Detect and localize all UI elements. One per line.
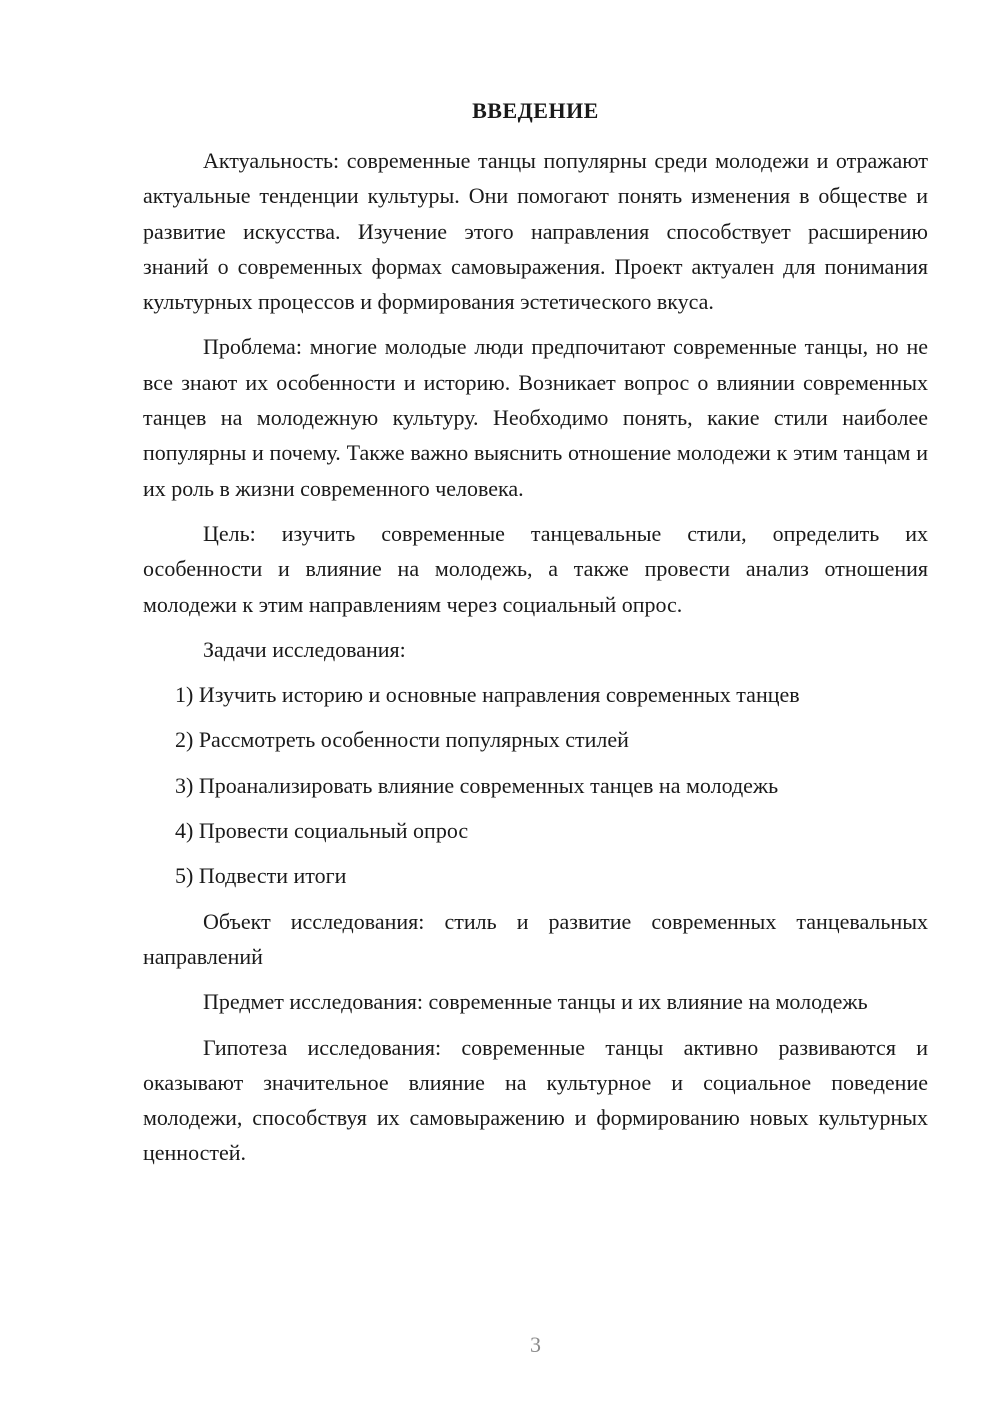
document-page (143, 0, 928, 1414)
task-item-4: 4) Провести социальный опрос (175, 818, 469, 844)
paragraph-goal: Цель: изучить современные танцевальные стили, определить их особенности и влияние на молодежь, а также провести анализ отношения молодежи к этим направлениям через социальный опрос. (143, 520, 928, 617)
page-number: 3 (530, 1332, 541, 1357)
tasks-heading: Задачи исследования: (203, 636, 406, 662)
paragraph-object: Объект исследования: стиль и развитие современных танцевальных направлений (143, 908, 928, 969)
section-title: ВВЕДЕНИЕ (472, 98, 599, 123)
paragraph-hypothesis: Гипотеза исследования: современные танцы активно развиваются и оказывают значительное влияние на культурное и социальное поведение молодежи, способствуя их самовыражению и формированию новых культурных ценностей. (143, 1034, 928, 1166)
task-item-3: 3) Проанализировать влияние современных танцев на молодежь (175, 772, 779, 798)
task-item-1: 1) Изучить историю и основные направления современных танцев (175, 682, 800, 708)
task-item-5: 5) Подвести итоги (175, 863, 347, 889)
task-item-2: 2) Рассмотреть особенности популярных стилей (175, 727, 629, 753)
paragraph-relevance: Актуальность: современные танцы популярны среди молодежи и отражают актуальные тенденции культуры. Они помогают понять изменения в обществе и развитие искусства. Изучение этого направления способствует расширению знаний о современных формах самовыражения. Проект актуален для понимания культурных процессов и формирования эстетического вкуса. (143, 148, 928, 315)
paragraph-problem: Проблема: многие молодые люди предпочитают современные танцы, но не все знают их особенности и историю. Возникает вопрос о влиянии современных танцев на молодежную культуру. Необходимо понять, какие стили наиболее популярны и почему. Также важно выяснить отношение молодежи к этим танцам и их роль в жизни современного человека. (143, 334, 928, 501)
paragraph-subject: Предмет исследования: современные танцы и их влияние на молодежь (203, 989, 868, 1015)
document-body (143, 143, 928, 1181)
